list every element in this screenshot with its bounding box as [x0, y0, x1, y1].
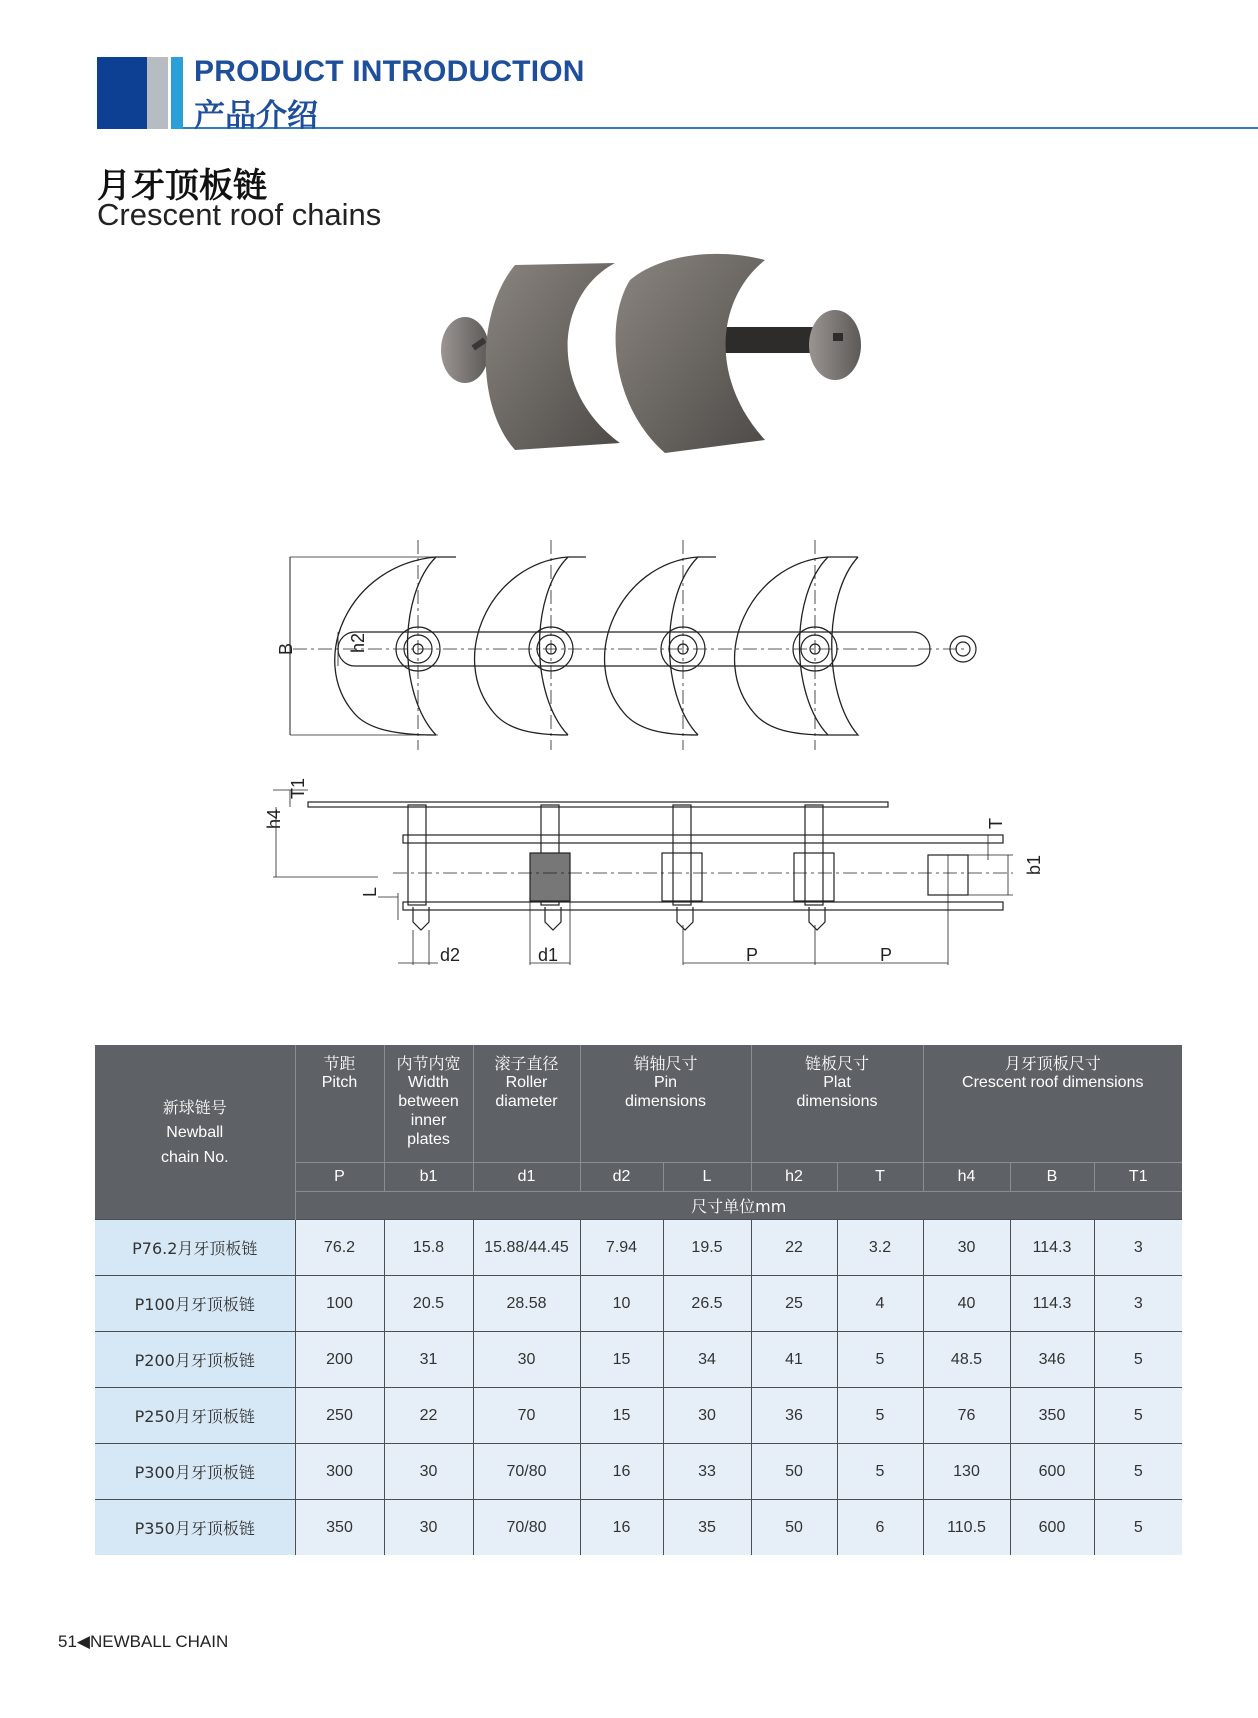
section-title-cn: 产品介绍 — [194, 98, 318, 134]
table-cell: 20.5 — [384, 1276, 473, 1332]
table-cell: 48.5 — [923, 1332, 1010, 1388]
header-pitch-cn: 节距 — [323, 1054, 356, 1073]
table-cell: 5 — [1094, 1332, 1182, 1388]
header-plate — [751, 1045, 923, 1163]
table-cell: 110.5 — [923, 1500, 1010, 1556]
dim-label-h2: h2 — [348, 632, 368, 653]
dim-label-h4: h4 — [264, 808, 284, 829]
table-cell: P200月牙顶板链 — [95, 1332, 295, 1388]
spec-table — [95, 1045, 1182, 1555]
table-cell: 41 — [751, 1332, 837, 1388]
header-width-en3: inner — [410, 1112, 447, 1129]
section-title-en: PRODUCT INTRODUCTION — [194, 55, 585, 88]
table-cell: 350 — [1010, 1388, 1094, 1444]
table-cell: 36 — [751, 1388, 837, 1444]
table-cell: 30 — [923, 1220, 1010, 1276]
table-cell: 3 — [1094, 1220, 1182, 1276]
table-cell: 30 — [384, 1444, 473, 1500]
header-roller — [473, 1045, 580, 1163]
dim-label-P-1: P — [746, 945, 759, 965]
dim-label-d1: d1 — [538, 945, 559, 965]
page-number: 51 — [58, 1632, 77, 1651]
table-cell: 40 — [923, 1276, 1010, 1332]
table-cell: 350 — [295, 1500, 384, 1556]
table-cell: 130 — [923, 1444, 1010, 1500]
table-cell: 15 — [580, 1388, 663, 1444]
symbol-cell: d2 — [580, 1163, 663, 1192]
header-width-en4: plates — [407, 1131, 450, 1148]
symbol-cell: T1 — [1094, 1163, 1182, 1192]
header-plate-cn: 链板尺寸 — [804, 1054, 869, 1073]
header-rule — [183, 127, 1258, 129]
symbol-cell: h2 — [751, 1163, 837, 1192]
product-photo — [435, 255, 920, 460]
table-cell: 16 — [580, 1500, 663, 1556]
table-cell: P250月牙顶板链 — [95, 1388, 295, 1444]
table-cell: 114.3 — [1010, 1276, 1094, 1332]
symbol-cell: h4 — [923, 1163, 1010, 1192]
table-cell: 5 — [837, 1332, 923, 1388]
header-width-en2: between — [398, 1093, 459, 1110]
table-cell: 22 — [751, 1220, 837, 1276]
header-bar-grey — [147, 57, 168, 129]
table-row — [95, 1388, 1182, 1444]
header-roller-en2: diameter — [495, 1093, 558, 1110]
table-cell: 34 — [663, 1332, 751, 1388]
table-cell: 28.58 — [473, 1276, 580, 1332]
header-roller-en1: Roller — [505, 1074, 548, 1091]
table-cell: 50 — [751, 1444, 837, 1500]
table-cell: P350月牙顶板链 — [95, 1500, 295, 1556]
dim-label-B: B — [276, 642, 296, 655]
table-cell: 5 — [837, 1388, 923, 1444]
drawing-side-view — [273, 790, 1013, 965]
table-cell: 30 — [663, 1388, 751, 1444]
dim-label-P-2: P — [880, 945, 893, 965]
table-cell: P76.2月牙顶板链 — [95, 1220, 295, 1276]
page-footer — [58, 1632, 228, 1652]
table-cell: 3 — [1094, 1276, 1182, 1332]
technical-drawing — [264, 535, 1044, 970]
drawing-top-view — [290, 540, 976, 750]
table-cell: 70/80 — [473, 1444, 580, 1500]
table-cell: P100月牙顶板链 — [95, 1276, 295, 1332]
table-cell: 5 — [1094, 1500, 1182, 1556]
header-pin — [580, 1045, 751, 1163]
footer-arrow-icon: ◀ — [76, 1632, 90, 1651]
header-crescent — [923, 1045, 1182, 1163]
header-plate-en1: Plat — [823, 1074, 851, 1091]
header-chain-no-cn: 新球链号 — [162, 1097, 227, 1117]
table-cell: 5 — [837, 1444, 923, 1500]
table-cell: 4 — [837, 1276, 923, 1332]
table-cell: 15.8 — [384, 1220, 473, 1276]
table-row — [95, 1220, 1182, 1276]
table-row — [95, 1444, 1182, 1500]
roller-left — [441, 317, 489, 383]
table-cell: 15.88/44.45 — [473, 1220, 580, 1276]
header-crescent-en: Crescent roof dimensions — [962, 1074, 1144, 1091]
header-width-en1: Width — [408, 1074, 449, 1091]
product-title-cn: 月牙顶板链 — [97, 166, 267, 206]
table-cell: 35 — [663, 1500, 751, 1556]
table-cell: 600 — [1010, 1500, 1094, 1556]
header-pitch — [295, 1045, 384, 1163]
table-cell: 300 — [295, 1444, 384, 1500]
header-bar-dark-blue — [97, 57, 147, 129]
header-bar-light-blue — [171, 57, 183, 129]
header-width — [384, 1045, 473, 1163]
table-cell: 76 — [923, 1388, 1010, 1444]
product-title-en: Crescent roof chains — [97, 197, 382, 232]
table-cell: 200 — [295, 1332, 384, 1388]
symbol-cell: T — [837, 1163, 923, 1192]
table-cell: 5 — [1094, 1444, 1182, 1500]
crescent-plate-left — [486, 263, 620, 450]
table-cell: 33 — [663, 1444, 751, 1500]
table-cell: 7.94 — [580, 1220, 663, 1276]
unit-label: 尺寸单位mm — [295, 1192, 1182, 1220]
header-row-titles — [95, 1045, 1182, 1163]
header-plate-en2: dimensions — [796, 1093, 878, 1110]
table-cell: 600 — [1010, 1444, 1094, 1500]
table-cell: P300月牙顶板链 — [95, 1444, 295, 1500]
table-cell: 26.5 — [663, 1276, 751, 1332]
table-row — [95, 1276, 1182, 1332]
dim-label-T1: T1 — [288, 777, 308, 799]
table-cell: 25 — [751, 1276, 837, 1332]
table-cell: 70 — [473, 1388, 580, 1444]
table-cell: 250 — [295, 1388, 384, 1444]
table-cell: 100 — [295, 1276, 384, 1332]
table-cell: 22 — [384, 1388, 473, 1444]
table-cell: 50 — [751, 1500, 837, 1556]
table-cell: 6 — [837, 1500, 923, 1556]
roller-right — [809, 310, 861, 380]
table-cell: 30 — [473, 1332, 580, 1388]
header-pin-cn: 销轴尺寸 — [633, 1054, 698, 1073]
header-roller-cn: 滚子直径 — [494, 1054, 559, 1073]
symbol-cell: d1 — [473, 1163, 580, 1192]
header-pin-en1: Pin — [653, 1074, 678, 1091]
footer-brand: NEWBALL CHAIN — [90, 1632, 229, 1651]
header-chain-no — [95, 1045, 295, 1220]
header-chain-no-en1: Newball — [166, 1123, 224, 1141]
table-cell: 16 — [580, 1444, 663, 1500]
table-cell: 31 — [384, 1332, 473, 1388]
header-pitch-en: Pitch — [321, 1074, 358, 1091]
dim-label-L: L — [360, 886, 380, 897]
table-cell: 19.5 — [663, 1220, 751, 1276]
symbol-cell: B — [1010, 1163, 1094, 1192]
header-pin-en2: dimensions — [625, 1093, 706, 1110]
symbol-cell: L — [663, 1163, 751, 1192]
symbol-cell: P — [295, 1163, 384, 1192]
header-chain-no-en2: chain No. — [160, 1148, 229, 1166]
table-cell: 10 — [580, 1276, 663, 1332]
table-row — [95, 1332, 1182, 1388]
table-cell: 5 — [1094, 1388, 1182, 1444]
dim-label-b1: b1 — [1024, 854, 1044, 875]
table-cell: 76.2 — [295, 1220, 384, 1276]
dim-label-T: T — [986, 818, 1006, 829]
table-row — [95, 1500, 1182, 1556]
table-cell: 3.2 — [837, 1220, 923, 1276]
table-cell: 70/80 — [473, 1500, 580, 1556]
table-cell: 114.3 — [1010, 1220, 1094, 1276]
symbol-cell: b1 — [384, 1163, 473, 1192]
table-cell: 346 — [1010, 1332, 1094, 1388]
table-cell: 15 — [580, 1332, 663, 1388]
table-cell: 30 — [384, 1500, 473, 1556]
header-crescent-cn: 月牙顶板尺寸 — [1004, 1054, 1101, 1073]
dim-label-d2: d2 — [440, 945, 461, 965]
crescent-plate-right — [616, 254, 765, 453]
header-width-cn: 内节内宽 — [396, 1054, 461, 1073]
